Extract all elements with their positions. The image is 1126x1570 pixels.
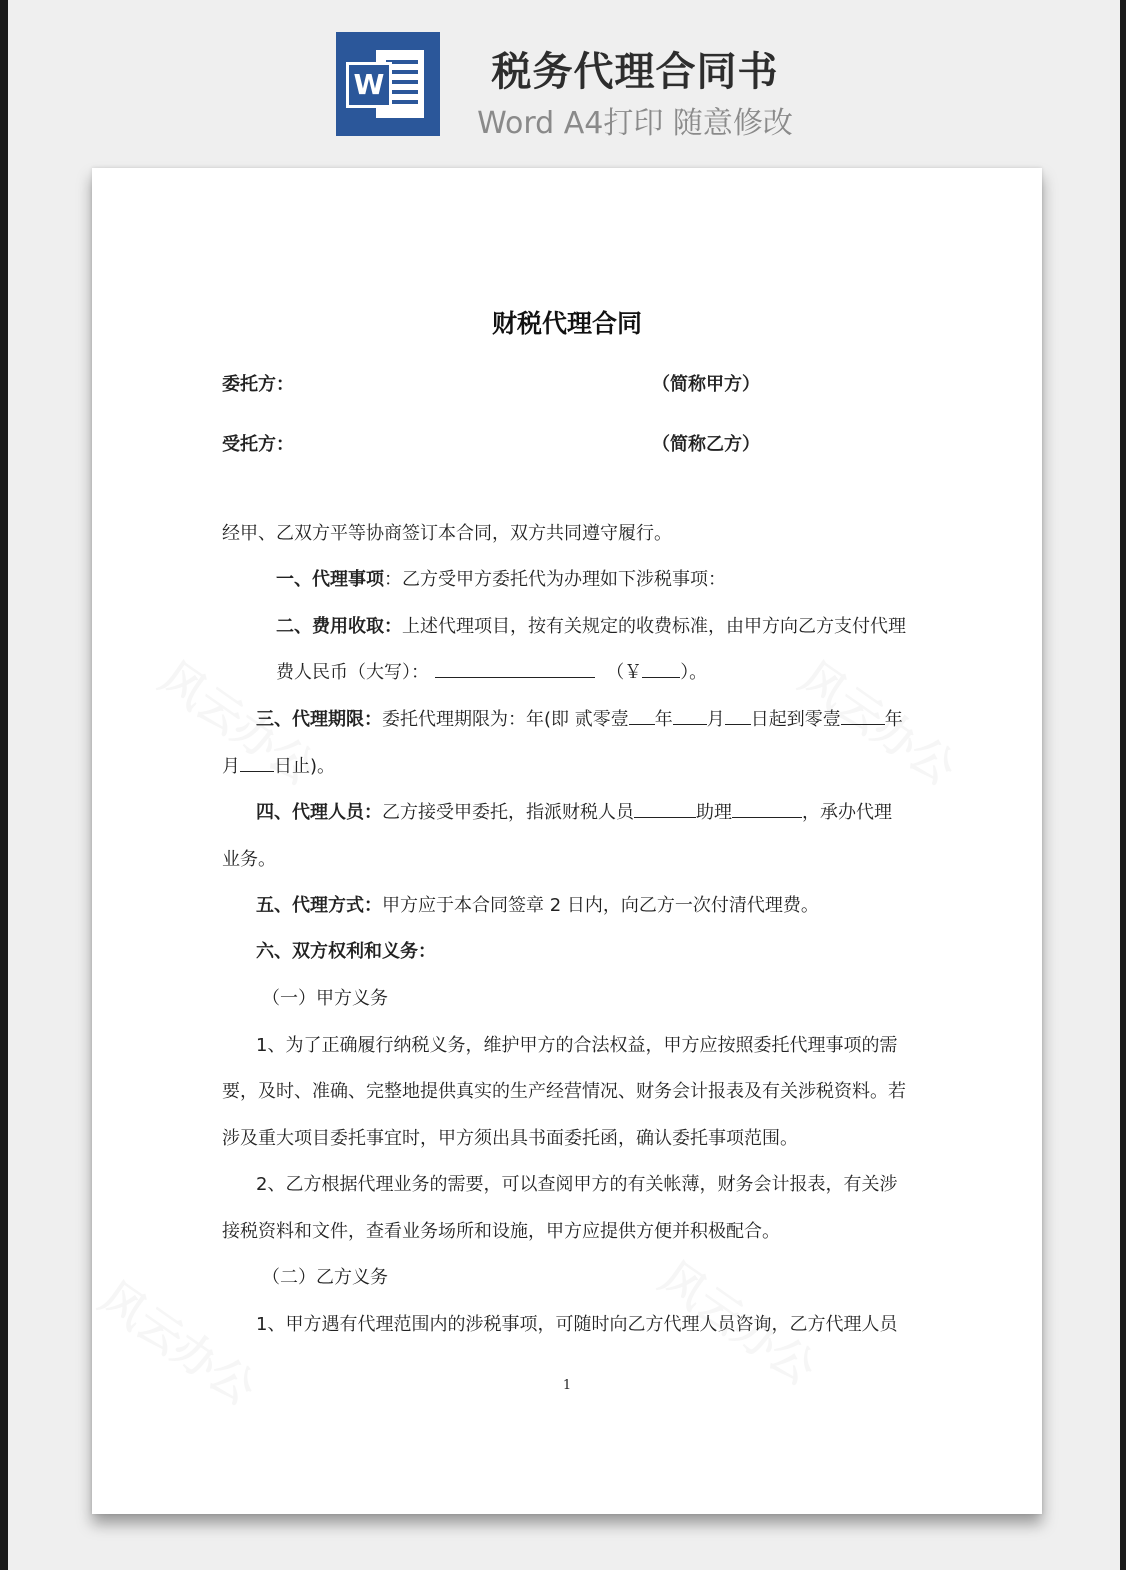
- intro-paragraph: 经甲、乙双方平等协商签订本合同，双方共同遵守履行。: [222, 523, 672, 544]
- end-year-blank[interactable]: [841, 708, 885, 725]
- client-duty-1-line-2: 要，及时、准确、完整地提供真实的生产经营情况、财务会计报表及有关涉税资料。若: [222, 1081, 906, 1102]
- page-number: 1: [562, 1378, 572, 1393]
- section-2-line-1: [276, 615, 906, 639]
- section-5: 五、代理方式：甲方应于本合同签章 2 日内，向乙方一次付清代理费。: [256, 895, 819, 916]
- section-5-heading: 五、代理方式：: [256, 895, 382, 916]
- word-app-icon: [336, 32, 440, 136]
- right-frame-border: [1120, 0, 1126, 1570]
- section-3-line-1: 三、代理期限：委托代理期限为：年(即 贰零壹 年 月 日起到零壹 年: [256, 709, 903, 730]
- start-month-blank[interactable]: [673, 708, 707, 725]
- section-6-heading: 六、双方权利和义务：: [256, 941, 436, 962]
- start-day-blank[interactable]: [725, 708, 751, 725]
- section-3-heading: 三、代理期限：: [256, 709, 382, 730]
- section-2-body: 上述代理项目，按有关规定的收费标准，由甲方向乙方支付代理: [402, 616, 906, 637]
- client-abbreviation: （简称甲方）: [652, 374, 760, 395]
- start-year-blank[interactable]: [629, 708, 655, 725]
- client-label: 委托方：: [222, 374, 294, 395]
- document-page: [92, 168, 1042, 1514]
- tax-staff-blank[interactable]: [634, 801, 696, 818]
- assistant-blank[interactable]: [732, 801, 802, 818]
- client-duty-1-line-1: 1、为了正确履行纳税义务，维护甲方的合法权益，甲方应按照委托代理事项的需: [256, 1035, 898, 1056]
- client-duty-2-line-2: 接税资料和文件，查看业务场所和设施，甲方应提供方便并积极配合。: [222, 1221, 780, 1242]
- left-frame-border: [0, 0, 8, 1570]
- word-logo-letter: W: [346, 62, 392, 108]
- section-4-heading: 四、代理人员：: [256, 802, 382, 823]
- agent-label: 受托方：: [222, 434, 294, 455]
- subsection-agent-duties: （二）乙方义务: [262, 1267, 388, 1288]
- section-1-body: ：乙方受甲方委托代为办理如下涉税事项：: [384, 569, 726, 590]
- client-duty-1-line-3: 涉及重大项目委托事宜时，甲方须出具书面委托函，确认委托事项范围。: [222, 1128, 798, 1149]
- section-1-heading: 一、代理事项: [276, 569, 384, 590]
- end-day-blank[interactable]: [240, 755, 274, 772]
- document-title: 财税代理合同: [491, 309, 642, 338]
- header-title: 税务代理合同书: [491, 49, 779, 95]
- fee-amount-number-blank[interactable]: [642, 661, 680, 678]
- section-1: [276, 568, 726, 592]
- subsection-client-duties: （一）甲方义务: [262, 988, 388, 1009]
- section-2-line-2: 费人民币（大写）： （￥ ）。: [276, 662, 708, 683]
- section-2-heading: 二、费用收取：: [276, 616, 402, 637]
- section-4-line-2: 业务。: [222, 849, 276, 870]
- fee-amount-words-blank[interactable]: [435, 661, 595, 678]
- client-duty-2-line-1: 2、乙方根据代理业务的需要，可以查阅甲方的有关帐薄，财务会计报表，有关涉: [256, 1174, 898, 1195]
- header-subtitle: Word A4打印 随意修改: [477, 106, 793, 141]
- section-4-line-1: 四、代理人员：乙方接受甲委托，指派财税人员 助理 ，承办代理: [256, 802, 892, 823]
- agent-duty-1-line-1: 1、甲方遇有代理范围内的涉税事项，可随时向乙方代理人员咨询，乙方代理人员: [256, 1314, 898, 1335]
- section-3-line-2: 月 日止)。: [222, 756, 336, 777]
- watermark: [90, 1263, 271, 1416]
- agent-abbreviation: （简称乙方）: [652, 434, 760, 455]
